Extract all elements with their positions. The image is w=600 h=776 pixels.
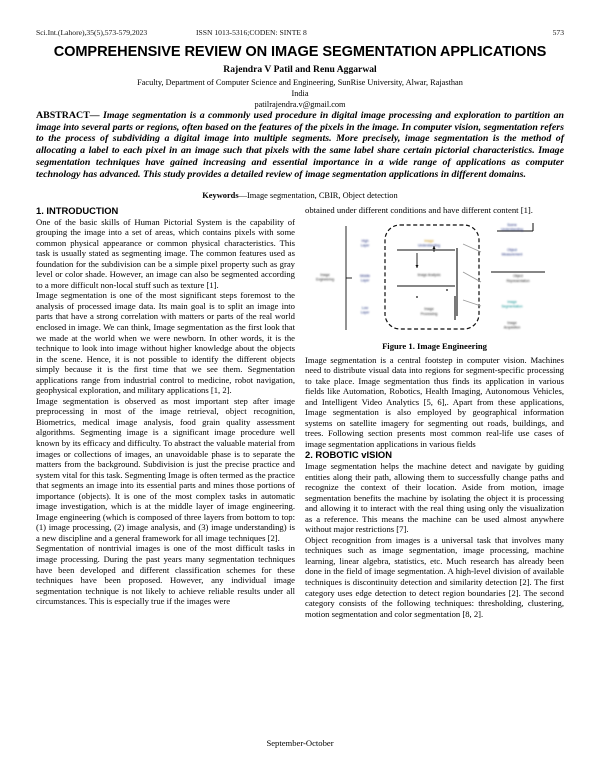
svg-text:Understanding: Understanding [500, 227, 524, 232]
svg-text:Layer: Layer [360, 310, 370, 315]
paragraph: Object recognition from images is a universal task that involves many techniques such as image segmentation, image processing, machine learning, linear algebra, statistics, etc. Much research has already been done in the field of image segmentation. A high-level division of available techniques is discontinuity detection and similarity detection [2]. The first category uses edge detection to detect region boundaries [2]. The second category consists of the following techniques: thresholding, clustering, motion segmentation and color segmentation [8, 2]. [305, 534, 564, 619]
abstract-body: Image segmentation is a commonly used procedure in digital image processing and exploration to partition an image into several parts or regions, often based on the features of the pixels in the image. In computer vision, segmentation refers to the process of subdividing a digital image into multiple segments. More precisely, image segmentation is the method of allocating a label to each pixel in an image such that pixels with the same label share certain pictorial characteristics. Image segmentation techniques have gained increasing and essential importance in a wide range of applications as computer technology has advanced. This study provides a detailed review of image segmentation applications in different domains. [36, 110, 564, 180]
svg-text:Engineering: Engineering [315, 277, 335, 282]
column-right [305, 205, 564, 619]
author-list: Rajendra V Patil and Renu Aggarwal [223, 64, 377, 75]
abstract [36, 110, 564, 180]
paragraph: Segmentation of nontrivial images is one of the most difficult tasks in image processing. During the past years many segmentation techniques have been developed and different classification schemes for these techniques have been proposed. However, any individual image segmentation technique is not likely to achieve reliable results under all circumstances. This is especially true if the images were [36, 543, 295, 607]
column-left [36, 205, 295, 607]
paragraph: Image segmentation helps the machine detect and navigate by guiding entities along their path, allowing them to successfully change paths and recognize the context of their location. Aside from motion, image segmentation benefits the machine by isolating the object it is processing and allowing it to interact with the real thing using only the visualization as a reference. This means the machine can be used almost anywhere without major restrictions [7]. [305, 460, 564, 535]
svg-text:Layer: Layer [360, 243, 370, 248]
svg-text:Image: Image [424, 306, 434, 311]
running-head-left: Sci.Int.(Lahore),35(5),573-579,2023 [36, 28, 148, 37]
svg-text:High: High [361, 238, 369, 243]
svg-text:Object: Object [507, 247, 517, 252]
figure-1 [305, 220, 564, 352]
paragraph: obtained under different conditions and have different content [1]. [305, 205, 533, 215]
svg-text:Acquisition: Acquisition [503, 325, 521, 330]
affiliation-country: India [291, 89, 309, 98]
svg-text:Measurement: Measurement [501, 252, 523, 257]
abstract-lead: ABSTRACT [36, 110, 90, 121]
figure-1-image [305, 220, 564, 338]
svg-text:Scene: Scene [507, 222, 517, 227]
affiliation: Faculty, Department of Computer Science and Engineering, SunRise University, Alwar, Rajasthan [137, 78, 463, 87]
abstract-dash: — [89, 110, 103, 121]
svg-text:Object: Object [513, 273, 523, 278]
svg-text:Representation: Representation [506, 278, 530, 283]
svg-text:Low: Low [361, 305, 369, 310]
svg-text:Image: Image [507, 320, 517, 325]
figure-1-caption: Figure 1. Image Engineering [382, 340, 487, 351]
svg-text:Layer: Layer [360, 278, 370, 283]
keywords-dash: — [238, 191, 247, 200]
paragraph: One of the basic skills of Human Pictorial System is the capability of grouping the image into a set of areas, which contains pixels with some common physical appearance or common physical characteristics. This task is usually stated as segmenting image. The common features used as foundation for the subdivision can be a simple pixel property such as gray level or color shade. However, an image can also be segmented according to a more difficult non-local stuff such as texture [1]. [36, 216, 295, 290]
section-heading-introduction: 1. INTRODUCTION [36, 205, 119, 216]
svg-text:Middle: Middle [360, 273, 370, 278]
running-head [36, 27, 564, 39]
svg-text:Image: Image [507, 299, 517, 304]
svg-text:Image: Image [424, 238, 434, 243]
svg-text:Segmentation: Segmentation [501, 304, 523, 309]
page-number: 573 [552, 28, 564, 37]
page-title: COMPREHENSIVE REVIEW ON IMAGE SEGMENTATION APPLICATIONS [53, 44, 547, 60]
svg-text:Processing: Processing [420, 311, 438, 316]
running-head-center: ISSN 1013-5316;CODEN: SINTE 8 [196, 28, 307, 37]
page-footer: September-October [266, 738, 334, 748]
svg-text:Image: Image [320, 272, 330, 277]
section-heading-robotic-vision: 2. ROBOTIC vISION [305, 449, 392, 461]
keywords [36, 190, 564, 201]
svg-text:Understanding: Understanding [417, 243, 441, 248]
paragraph: Image segmentation is observed as most important step after image preprocessing in most of the image retrieval, object recognition, Biometrics, medical image analysis, food grain quality assessment algorithms. Segmenting image is a significant image procedure well known by its efficacy and difficulty. To abstract the valuable material from images or collections of images, an unavoidable phase is to separate the matters from the background. Subdivision is just the precise practice and system vital for this task. Segmenting Image is often termed as the practice that segments an image into its essential parts and mines those portions of importance (objects). It is one of the most complex tasks in automatic image investigation, which is at the middle layer of image engineering. Image engineering (which is composed of three layers from bottom to top: (1) image processing, (2) image analysis, and (3) image understanding) is a new discipline and a general framework for all image techniques [2]. [36, 395, 295, 543]
paragraph: Image segmentation is one of the most significant steps foremost to the analysis of processed image data. Its main goal is to split an image into parts that have a strong correlation with matters or parts of the real world enclosed in image. We can think, Image segmentation as the first look that we made at the world when we were newborn. In other words, it is the technique to look into image without higher knowledge about the objects in the scene. Hence, it is not possible to identify the different objects simply because it is the first time that we see them. Segmentation applications range from industrial control to medicine, robot navigation, geophysical exploration, and military applications [1, 2]. [36, 290, 295, 396]
keywords-lead: Keywords [202, 191, 239, 200]
keywords-terms: Image segmentation, CBIR, Object detection [246, 191, 398, 200]
paragraph: Image segmentation is a central footstep in computer vision. Machines need to distribute visual data into regions for segment-specific processing to take place. Image segmentation thus finds its application in various fields like Automation, Robotics, Health Imaging, Autonomous Vehicles, and Intelligent Video Analytics [5, 6],. Apart from these applications, Image segmentation is also employed by geographical information systems on satellite imagery for segmenting out roads, buildings, and trees. Following section presents most common real-life use cases of image segmentation applications in various fields [305, 354, 564, 449]
svg-text:Image Analysis: Image Analysis [417, 272, 441, 277]
contact-email: patilrajendra.v@gmail.com [254, 100, 346, 109]
image-engineering-diagram [305, 220, 564, 338]
